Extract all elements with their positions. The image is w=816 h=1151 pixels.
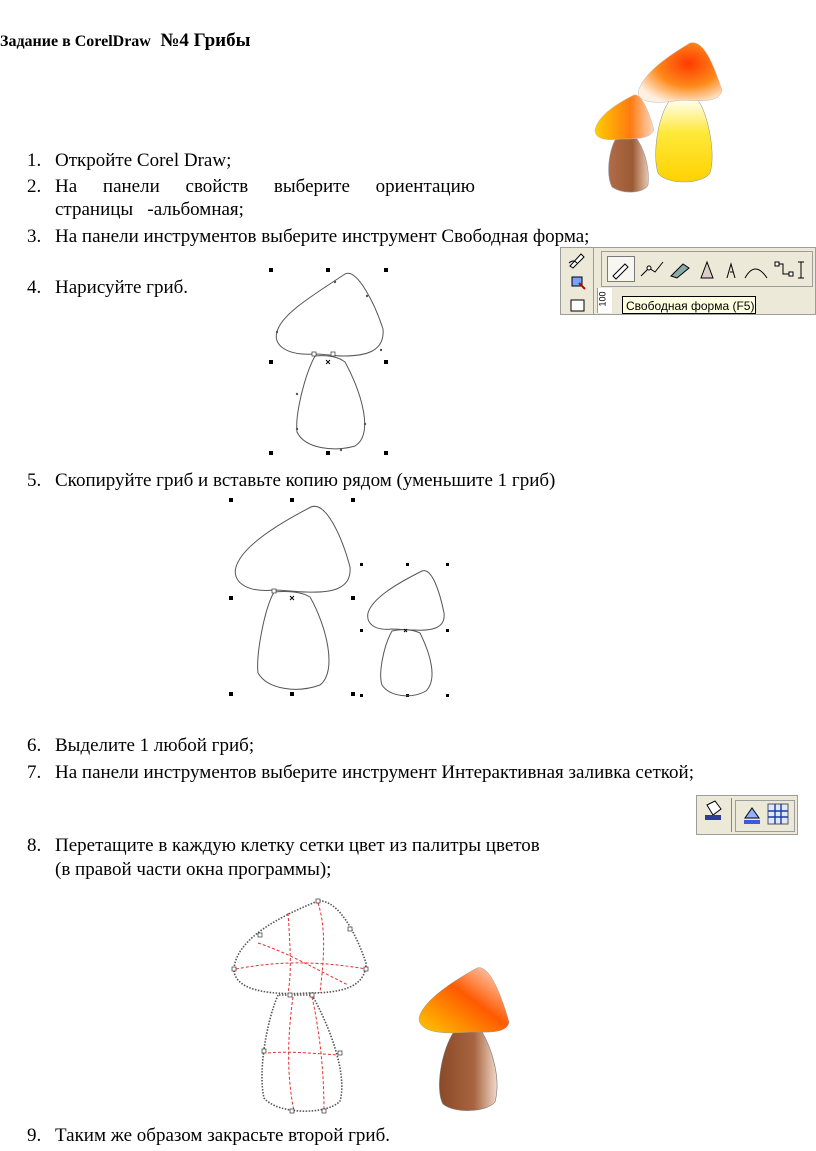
colored-stem [439, 1030, 497, 1111]
big-stem-outline [258, 592, 329, 690]
two-outline-mushrooms-drawing [226, 495, 456, 705]
mesh-fill-toolbar-screenshot [696, 795, 798, 835]
interactive-fill-icon [701, 799, 727, 823]
mesh-stem-outline [262, 995, 342, 1111]
three-point-curve-icon [745, 269, 767, 278]
outline-mushroom-drawing [265, 264, 390, 459]
ruler-label: 100 [597, 291, 608, 307]
stem-outline [297, 356, 365, 449]
big-mushroom-cap [638, 43, 722, 103]
interactive-fill-tool-icon[interactable] [741, 804, 763, 826]
node-points [276, 281, 382, 451]
small-cap-outline [368, 571, 444, 631]
toolbar-separator [731, 798, 732, 832]
big-selection-handles [229, 498, 355, 696]
mesh-cap-outline [234, 901, 366, 994]
mesh-mushroom-drawing [228, 893, 378, 1118]
mesh-fill-tool-icon[interactable] [767, 803, 789, 825]
pen-icon [701, 262, 713, 278]
colored-mesh-mushroom [415, 960, 515, 1115]
mesh-grid-lines [236, 903, 366, 1111]
colored-cap [419, 968, 509, 1033]
dimension-tool-icon [798, 262, 804, 278]
bezier-icon [641, 262, 663, 276]
small-mushroom-cap [595, 95, 654, 140]
freehand-icon [613, 264, 628, 279]
freehand-tooltip: Свободная форма (F5) [622, 296, 756, 314]
artistic-media-icon [671, 264, 689, 278]
big-mushroom-stem [656, 100, 712, 182]
small-mushroom-stem [609, 135, 649, 192]
small-stem-outline [381, 630, 432, 696]
polyline-icon [727, 264, 735, 278]
step-2-line-1: На панели свойств выберите ориентацию [55, 176, 475, 197]
rectangle-tool-icon [569, 297, 587, 313]
colored-mushrooms-illustration [590, 35, 740, 195]
cap-outline [276, 273, 383, 356]
big-cap-outline [235, 506, 350, 592]
curve-tool-icons [609, 258, 809, 280]
smart-fill-tool-icon [569, 273, 589, 291]
page-title: Задание в CorelDraw №4 Грибы [0, 30, 251, 51]
mesh-nodes [232, 899, 368, 1113]
freehand-tool-icon [567, 251, 587, 269]
